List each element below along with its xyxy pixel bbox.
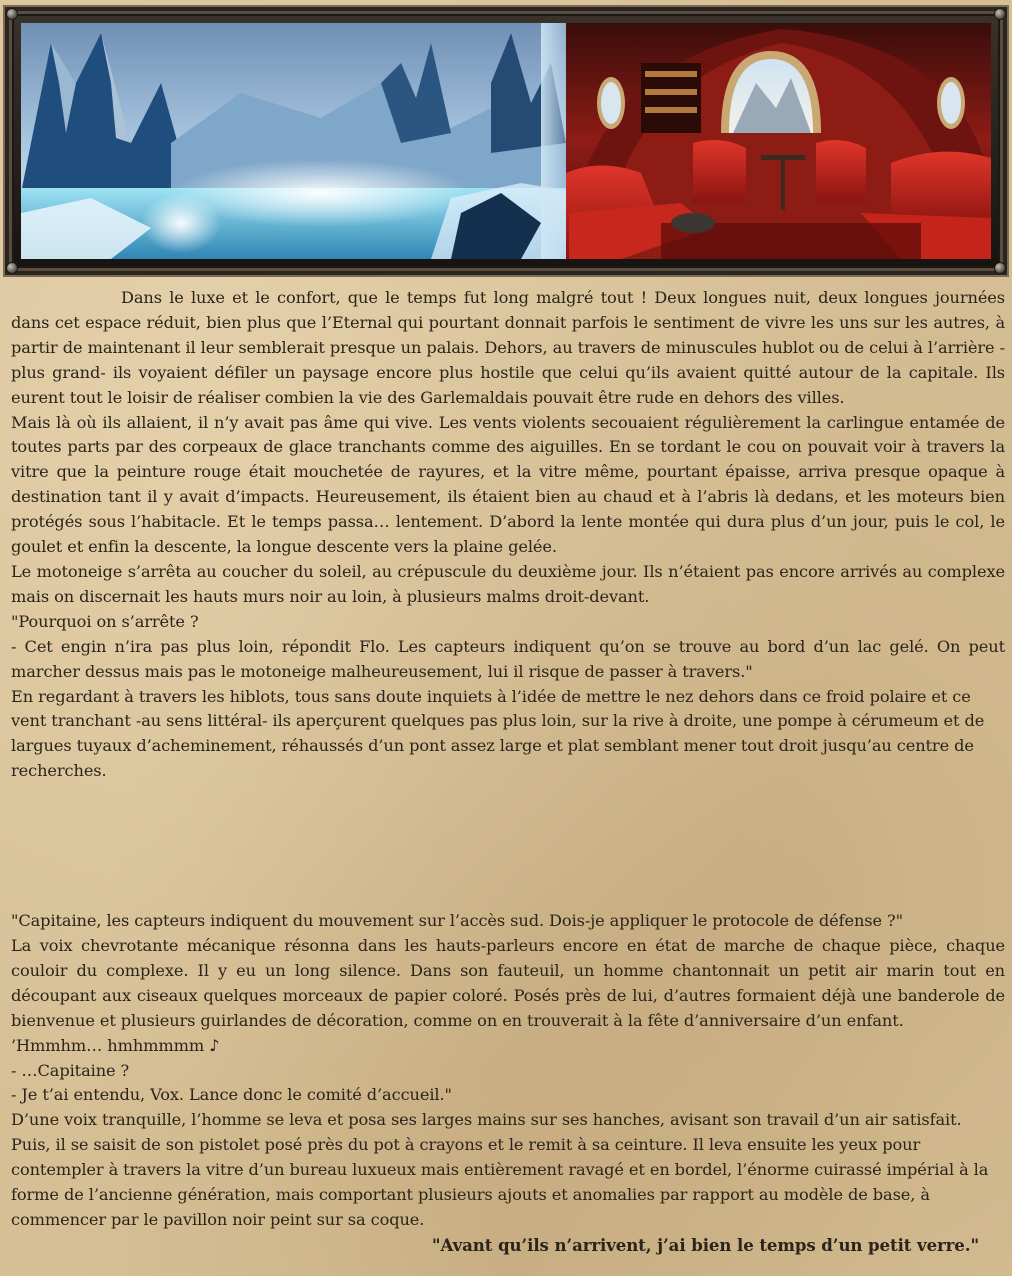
dialogue-line: - Je t’ai entendu, Vox. Lance donc le comité d’accueil." <box>11 1085 452 1105</box>
story-text <box>11 286 1005 1258</box>
closing-line: "Avant qu’ils n’arrivent, j’ai bien le temps d’un petit verre." <box>431 1234 979 1255</box>
frame-rivet-icon <box>994 8 1006 20</box>
story-paragraph: En regardant à travers les hiblots, tous sans doute inquiets à l’idée de mettre le nez dehors dans ce froid polaire et ce vent tranchant -au sens littéral- ils aperçurent quelques pas plus loin, sur la rive à droite, une pompe à cérumeum et de largues tuyaux d’acheminement, réhaussés d’un pont assez large et plat semblant mener tout droit jusqu’au centre de recherches. <box>11 686 985 781</box>
dialogue-line: - Cet engin n’ira pas plus loin, répondit Flo. Les capteurs indiquent qu’on se trouve au bord d’un lac gelé. On peut marcher dessus mais pas le motoneige malheureusement, lui il risque de passer à travers." <box>11 636 1005 681</box>
dialogue-line: - …Capitaine ? <box>11 1060 130 1080</box>
dialogue-line: "Pourquoi on s’arrête ? <box>11 611 199 631</box>
story-paragraph: D’une voix tranquille, l’homme se leva et posa ses larges mains sur ses hanches, avisant son travail d’un air satisfait. Puis, il se saisit de son pistolet posé près du pot à crayons et le remit à sa ceinture. Il leva ensuite les yeux pour contempler à travers la vitre d’un bureau luxueux mais entièrement ravagé et en bordel, l’énorme cuirassé impérial à la forme de l’ancienne génération, mais comportant plusieurs ajouts et anomalies par rapport au modèle de base, à commencer par le pavillon noir peint sur sa coque. <box>11 1110 989 1229</box>
story-paragraph: Mais là où ils allaient, il n’y avait pas âme qui vive. Les vents violents secouaient régulièrement la carlingue entamée de toutes parts par des corpeaux de glace tranchants comme des aiguilles. En se tordant le cou on pouvait voir à travers la vitre que la peinture rouge était mouchetée de rayures, et la vitre même, pourtant épaisse, arriva presque opaque à destination tant il y avait d’impacts. Heureusement, ils étaient bien au chaud et à l’abris là dedans, et les moteurs bien protégés sous l’habitacle. Et le temps passa… lentement. D’abord la lente montée qui dura plus d’un jour, puis le col, le goulet et enfin la descente, la longue descente vers la plaine gelée. <box>11 412 1005 557</box>
dialogue-line: "Capitaine, les capteurs indiquent du mouvement sur l’accès sud. Dois-je appliquer le protocole de défense ?" <box>11 911 903 931</box>
story-paragraph: Le motoneige s’arrêta au coucher du soleil, au crépuscule du deuxième jour. Ils n’étaient pas encore arrivés au complexe mais on discernait les hauts murs noir au loin, à plusieurs malms droit-devant. <box>11 561 1005 606</box>
story-paragraph: La voix chevrotante mécanique résonna dans les hauts-parleurs encore en état de marche de chaque pièce, chaque couloir du complexe. Il y eu un long silence. Dans son fauteuil, un homme chantonnait un petit air marin tout en découpant aux ciseaux quelques morceaux de papier coloré. Posés près de lui, d’autres formaient déjà une banderole de bienvenue et plusieurs guirlandes de décoration, comme on en trouverait à la fête d’anniversaire d’un enfant. <box>11 936 1005 1030</box>
frame-rivet-icon <box>6 262 18 274</box>
banner-illustration <box>21 23 991 259</box>
dialogue-line: ’Hmmhm… hmhmmmm ♪ <box>11 1035 220 1055</box>
section-break <box>11 784 1005 909</box>
frame-rivet-icon <box>994 262 1006 274</box>
frame-rivet-icon <box>6 8 18 20</box>
story-paragraph: Dans le luxe et le confort, que le temps fut long malgré tout ! Deux longues nuit, deux longues journées dans cet espace réduit, bien plus que l’Eternal qui pourtant donnait parfois le sentiment de vivre les uns sur les autres, à partir de maintenant il leur semblerait presque un palais. Dehors, au travers de minuscules hublot ou de celui à l’arrière -plus grand- ils voyaient défiler un paysage encore plus hostile que celui qu’ils avaient quitté autour de la capitale. Ils eurent tout le loisir de réaliser combien la vie des Garlemaldais pouvait être rude en dehors des villes. <box>11 288 1005 407</box>
header-banner <box>5 7 1007 275</box>
